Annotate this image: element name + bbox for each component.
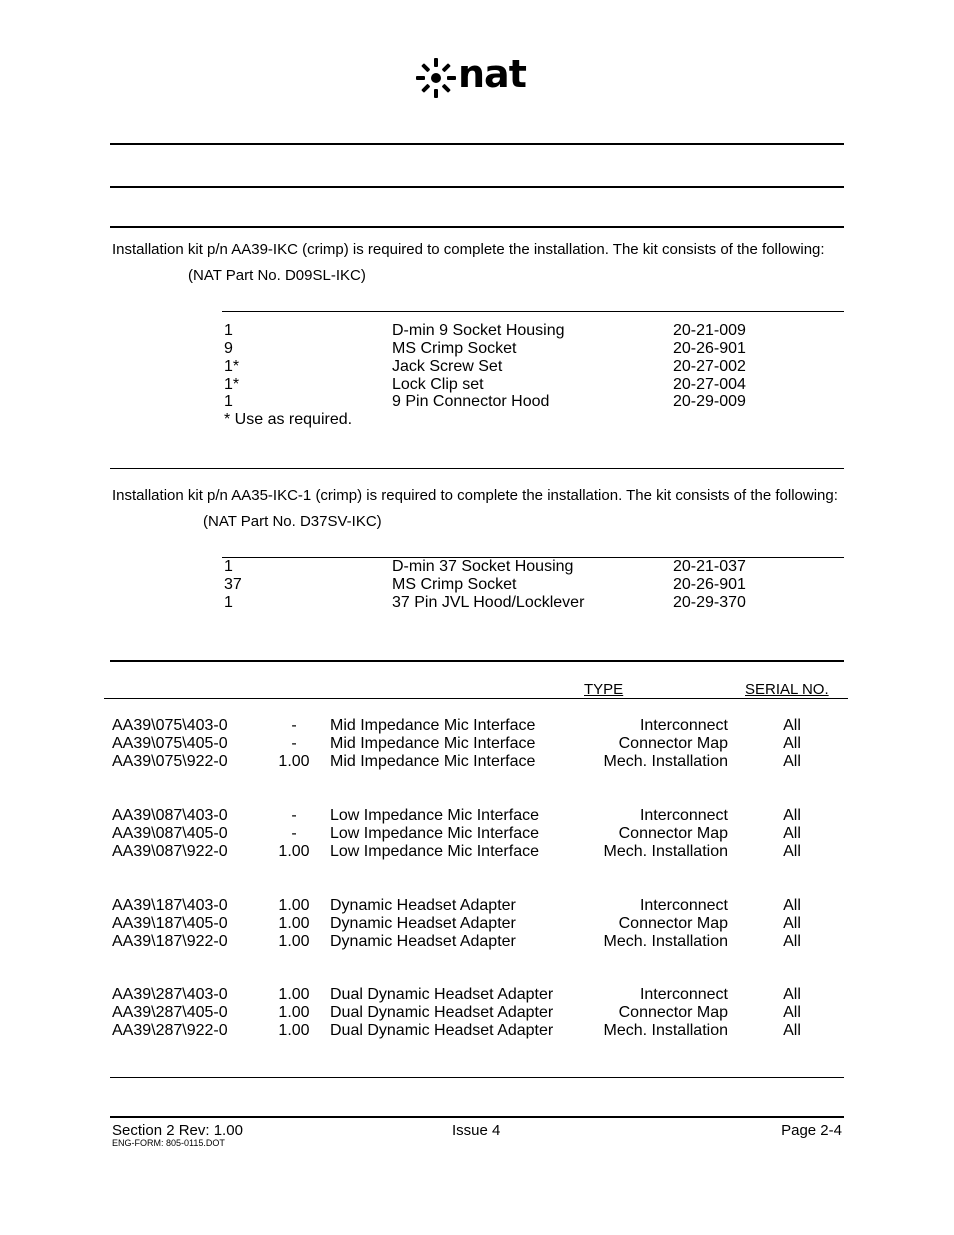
drawing-rev: 1.00 xyxy=(278,753,310,770)
drawing-type: Interconnect xyxy=(639,807,728,824)
drawing-serial: All xyxy=(783,897,801,914)
drawing-title: Dynamic Headset Adapter xyxy=(330,897,516,914)
drawing-number: AA39\075\403-0 xyxy=(112,717,228,734)
drawing-type: Mech. Installation xyxy=(603,843,728,860)
drawing-serial: All xyxy=(783,753,801,770)
drawing-number: AA39\287\922-0 xyxy=(112,1022,228,1039)
drawing-serial: All xyxy=(783,986,801,1003)
drawing-type: Interconnect xyxy=(639,717,728,734)
drawing-type: Mech. Installation xyxy=(603,933,728,950)
logo-text: nat xyxy=(458,52,526,96)
drawing-type: Mech. Installation xyxy=(603,1022,728,1039)
drawing-number: AA39\087\403-0 xyxy=(112,807,228,824)
drawing-rev: - xyxy=(291,807,297,824)
drawing-rev: 1.00 xyxy=(278,1004,310,1021)
drawing-title: Low Impedance Mic Interface xyxy=(330,807,539,824)
footer-issue: Issue 4 xyxy=(452,1122,501,1139)
divider xyxy=(104,698,848,699)
drawing-title: Low Impedance Mic Interface xyxy=(330,825,539,842)
footer-page: Page 2-4 xyxy=(781,1122,842,1139)
drawing-title: Dynamic Headset Adapter xyxy=(330,915,516,932)
kit1-part-number: (NAT Part No. D09SL-IKC) xyxy=(188,267,366,284)
kit1-pn: 20-29-009 xyxy=(673,393,746,410)
drawing-serial: All xyxy=(783,735,801,752)
drawing-rev: - xyxy=(291,735,297,752)
kit1-desc: Lock Clip set xyxy=(392,376,484,393)
kit1-qty: 1 xyxy=(224,393,233,410)
divider xyxy=(110,143,844,145)
footer-divider xyxy=(110,1116,844,1118)
drawing-title: Mid Impedance Mic Interface xyxy=(330,735,536,752)
kit2-qty: 1 xyxy=(224,558,233,575)
kit2-intro: Installation kit p/n AA35-IKC-1 (crimp) is required to complete the installation. The kit consists of the following: xyxy=(112,487,838,504)
type-column-header: TYPE xyxy=(584,681,624,698)
kit2-pn: 20-21-037 xyxy=(673,558,746,575)
kit2-qty: 37 xyxy=(224,576,242,593)
drawing-type: Mech. Installation xyxy=(603,753,728,770)
kit1-pn: 20-27-004 xyxy=(673,376,746,393)
drawing-type: Interconnect xyxy=(639,897,728,914)
drawing-title: Mid Impedance Mic Interface xyxy=(330,717,536,734)
footer-section: Section 2 Rev: 1.00 xyxy=(112,1122,243,1139)
drawing-title: Dynamic Headset Adapter xyxy=(330,933,516,950)
divider xyxy=(110,660,844,662)
divider xyxy=(110,226,844,228)
kit2-pn: 20-29-370 xyxy=(673,594,746,611)
drawing-number: AA39\287\403-0 xyxy=(112,986,228,1003)
drawing-rev: 1.00 xyxy=(278,986,310,1003)
footer-form: ENG-FORM: 805-0115.DOT xyxy=(112,1138,225,1148)
kit1-desc: MS Crimp Socket xyxy=(392,340,517,357)
drawing-number: AA39\087\405-0 xyxy=(112,825,228,842)
kit1-pn: 20-21-009 xyxy=(673,322,746,339)
drawing-rev: - xyxy=(291,825,297,842)
drawing-title: Mid Impedance Mic Interface xyxy=(330,753,536,770)
drawing-rev: 1.00 xyxy=(278,1022,310,1039)
kit2-desc: MS Crimp Socket xyxy=(392,576,517,593)
drawing-serial: All xyxy=(783,807,801,824)
drawing-serial: All xyxy=(783,717,801,734)
drawing-serial: All xyxy=(783,1004,801,1021)
kit2-qty: 1 xyxy=(224,594,233,611)
kit1-intro: Installation kit p/n AA39-IKC (crimp) is required to complete the installation. The kit consists of the following: xyxy=(112,241,825,258)
drawing-rev: 1.00 xyxy=(278,933,310,950)
drawing-rev: 1.00 xyxy=(278,897,310,914)
drawing-title: Dual Dynamic Headset Adapter xyxy=(330,986,554,1003)
drawing-type: Connector Map xyxy=(618,735,728,752)
kit1-desc: D-min 9 Socket Housing xyxy=(392,322,565,339)
kit1-desc: Jack Screw Set xyxy=(392,358,503,375)
drawing-title: Low Impedance Mic Interface xyxy=(330,843,539,860)
drawing-serial: All xyxy=(783,825,801,842)
drawing-rev: 1.00 xyxy=(278,843,310,860)
divider xyxy=(110,468,844,469)
drawing-number: AA39\187\403-0 xyxy=(112,897,228,914)
drawing-number: AA39\187\405-0 xyxy=(112,915,228,932)
drawing-serial: All xyxy=(783,933,801,950)
sunburst-icon xyxy=(414,56,458,100)
kit1-qty: 9 xyxy=(224,340,233,357)
drawing-serial: All xyxy=(783,915,801,932)
drawing-number: AA39\287\405-0 xyxy=(112,1004,228,1021)
kit2-part-number: (NAT Part No. D37SV-IKC) xyxy=(203,513,382,530)
drawing-serial: All xyxy=(783,1022,801,1039)
divider xyxy=(110,1077,844,1078)
divider xyxy=(222,311,844,312)
kit1-pn: 20-26-901 xyxy=(673,340,746,357)
serial-column-header: SERIAL NO. xyxy=(745,681,829,698)
kit2-pn: 20-26-901 xyxy=(673,576,746,593)
drawing-number: AA39\087\922-0 xyxy=(112,843,228,860)
divider xyxy=(110,186,844,188)
kit2-desc: D-min 37 Socket Housing xyxy=(392,558,574,575)
nat-logo xyxy=(414,52,544,100)
drawing-number: AA39\075\922-0 xyxy=(112,753,228,770)
drawing-rev: 1.00 xyxy=(278,915,310,932)
kit2-desc: 37 Pin JVL Hood/Locklever xyxy=(392,594,585,611)
drawing-rev: - xyxy=(291,717,297,734)
kit1-qty: 1* xyxy=(224,358,240,375)
drawing-number: AA39\075\405-0 xyxy=(112,735,228,752)
kit1-qty: 1 xyxy=(224,322,233,339)
drawing-type: Connector Map xyxy=(618,915,728,932)
drawing-type: Interconnect xyxy=(639,986,728,1003)
drawing-type: Connector Map xyxy=(618,1004,728,1021)
kit1-qty: 1* xyxy=(224,376,240,393)
kit1-desc: 9 Pin Connector Hood xyxy=(392,393,550,410)
drawing-title: Dual Dynamic Headset Adapter xyxy=(330,1022,554,1039)
kit1-note: * Use as required. xyxy=(224,411,353,428)
drawing-serial: All xyxy=(783,843,801,860)
drawing-title: Dual Dynamic Headset Adapter xyxy=(330,1004,554,1021)
kit1-pn: 20-27-002 xyxy=(673,358,746,375)
drawing-type: Connector Map xyxy=(618,825,728,842)
drawing-number: AA39\187\922-0 xyxy=(112,933,228,950)
